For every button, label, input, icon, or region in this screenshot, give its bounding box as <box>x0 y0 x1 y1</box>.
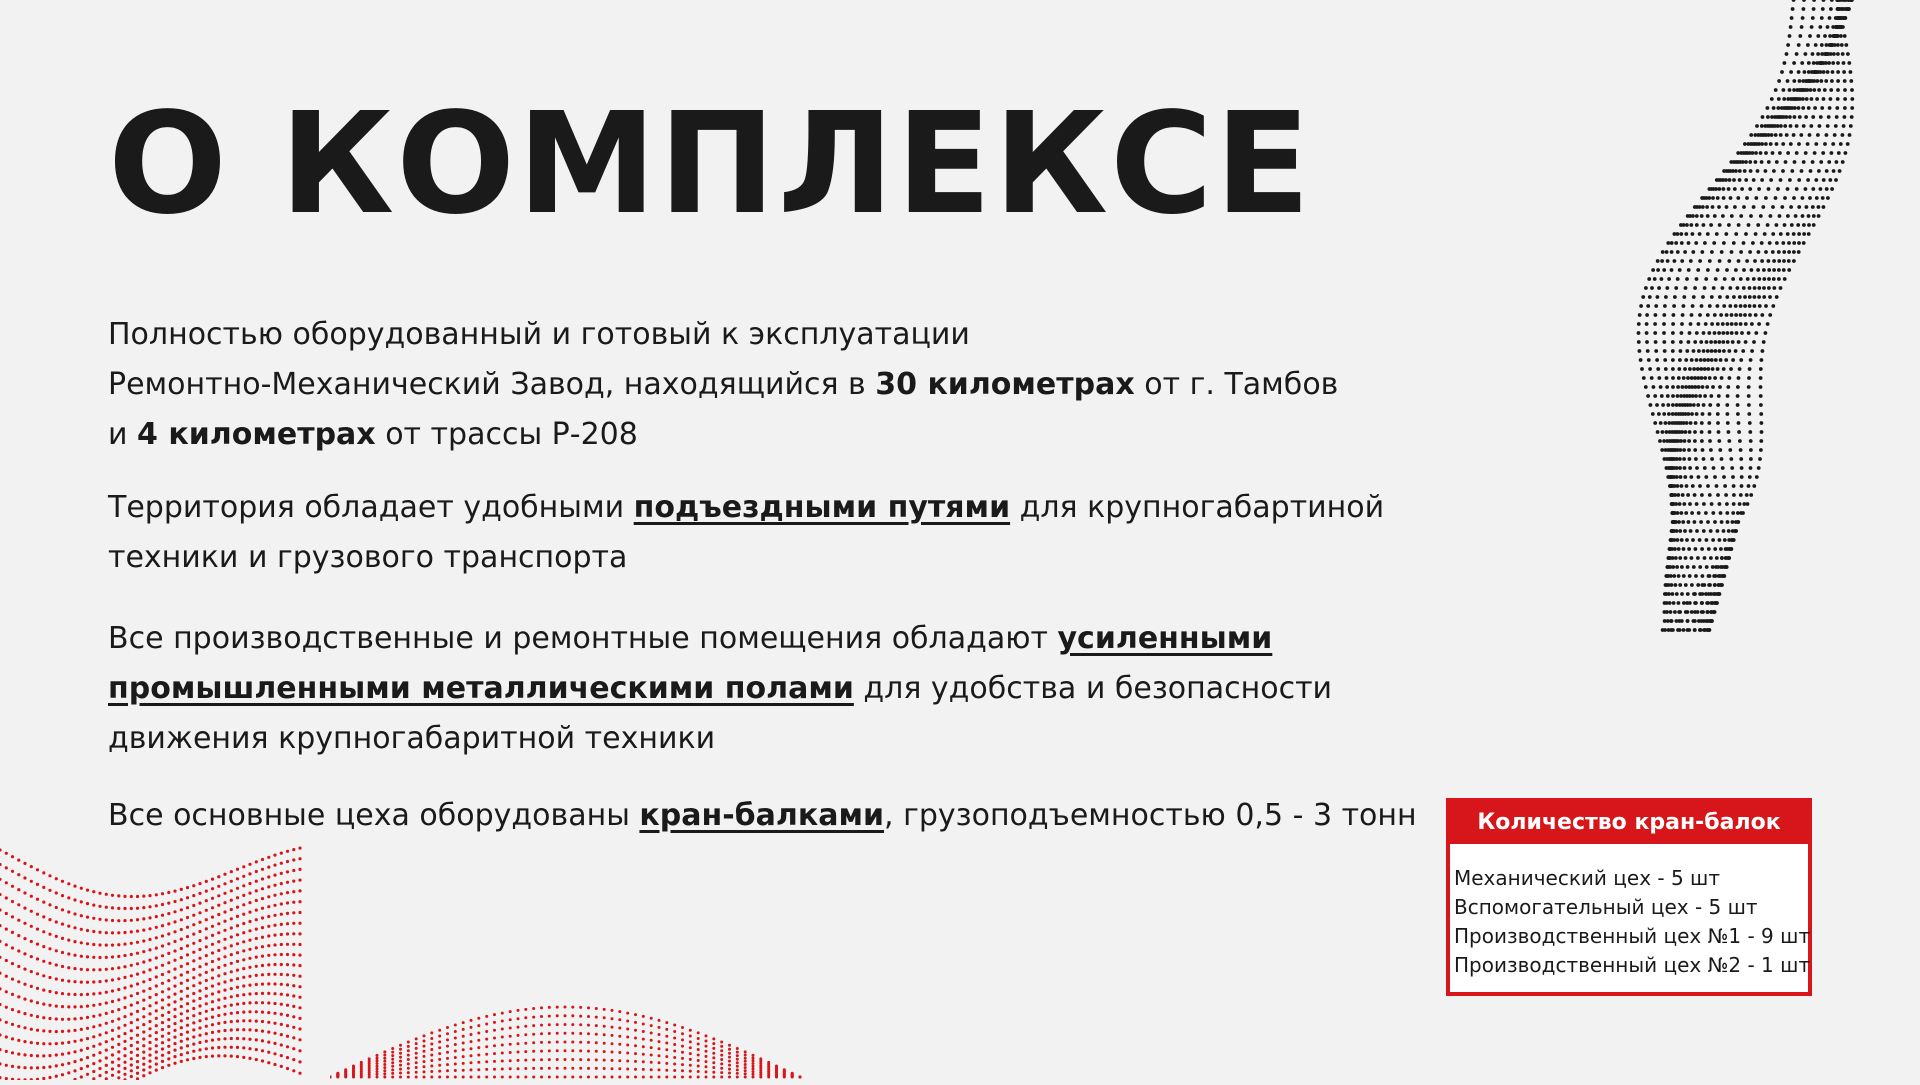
paragraph-location <box>108 310 1428 460</box>
crane-count-list <box>1450 844 1808 980</box>
highlight-access-roads: подъездными путями <box>634 490 1010 525</box>
dotted-wave-decoration-red-small <box>330 995 810 1085</box>
dotted-wave-decoration-black <box>1560 0 1890 640</box>
paragraph-floors <box>108 614 1428 764</box>
text-segment: для удобства и безопасности движения крупногабаритной техники <box>108 671 1332 756</box>
text-segment: Территория обладает удобными <box>108 490 634 525</box>
text-segment: Полностью оборудованный и готовый к эксплуатации <box>108 317 970 352</box>
crane-count-item: Механический цех - 5 шт <box>1454 864 1808 893</box>
text-segment: от трассы Р-208 <box>376 417 638 452</box>
paragraph-access-roads <box>108 483 1428 583</box>
text-segment: Все производственные и ремонтные помещения обладают <box>108 621 1058 656</box>
text-segment: для крупногабартиной техники и грузового транспорта <box>108 490 1384 575</box>
text-segment: , грузоподъемностью 0,5 - 3 тонн <box>884 798 1417 833</box>
text-segment: Ремонтно-Механический Завод, находящийся в <box>108 367 875 402</box>
text-segment: и <box>108 417 137 452</box>
crane-count-item: Вспомогательный цех - 5 шт <box>1454 893 1808 922</box>
paragraph-cranes <box>108 791 1428 841</box>
text-segment: Все основные цеха оборудованы <box>108 798 639 833</box>
highlight-distance-tambov: 30 километрах <box>875 367 1134 402</box>
page-title: О КОМПЛЕКСЕ <box>108 95 1312 235</box>
crane-count-box <box>1446 798 1812 996</box>
crane-count-header: Количество кран-балок <box>1450 802 1808 844</box>
highlight-metal-floors: усиленными промышленными металлическими полами <box>108 621 1272 706</box>
crane-count-item: Производственный цех №2 - 1 шт <box>1454 951 1808 980</box>
text-segment: от г. Тамбов <box>1135 367 1339 402</box>
crane-count-item: Производственный цех №1 - 9 шт <box>1454 922 1808 951</box>
highlight-distance-highway: 4 километрах <box>137 417 376 452</box>
highlight-crane-beams: кран-балками <box>639 798 884 833</box>
dotted-wave-decoration-red <box>0 840 310 1080</box>
